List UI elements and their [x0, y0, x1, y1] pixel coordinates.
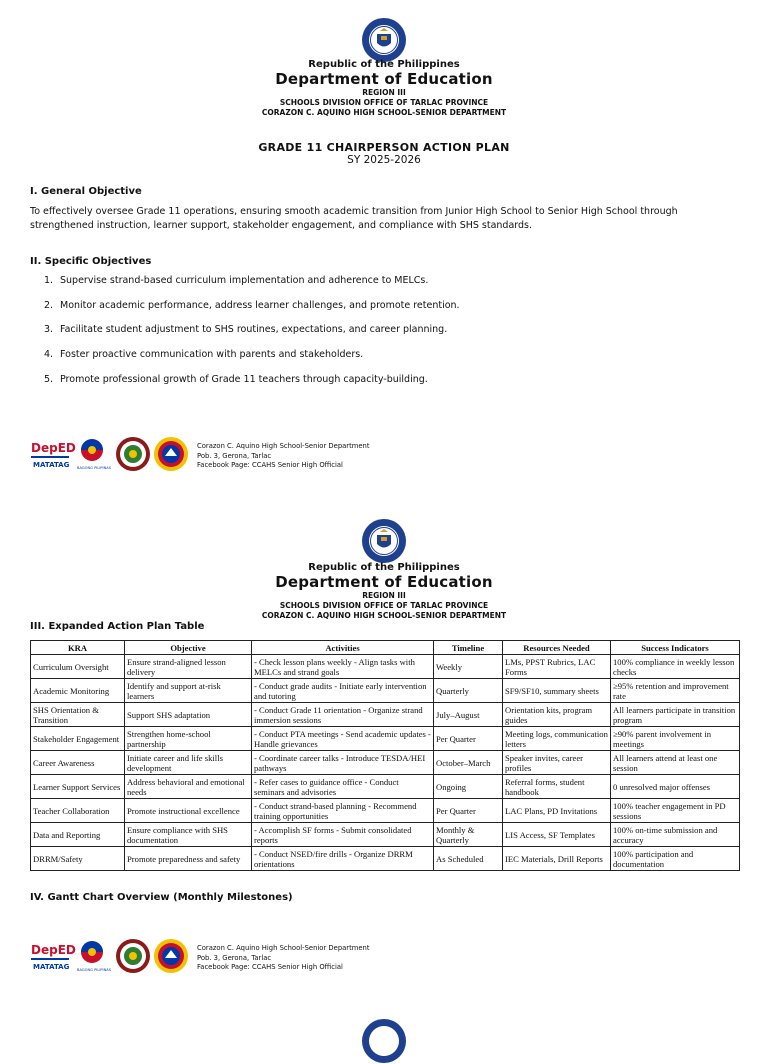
republic-text: Republic of the Philippines [308, 59, 460, 70]
indicators-cell: ≥95% retention and improvement rate [611, 679, 740, 703]
activities-cell: - Refer cases to guidance office - Conduct seminars and advisories [252, 775, 434, 799]
footer-school-name: Corazon C. Aquino High School-Senior Department [197, 442, 370, 450]
activities-cell: - Check lesson plans weekly - Align tasks with MELCs and strand goals [252, 655, 434, 679]
table-row [31, 727, 740, 751]
division-text: SCHOOLS DIVISION OFFICE OF TARLAC PROVINCE [279, 601, 489, 610]
kra-cell: Data and Reporting [31, 823, 125, 847]
table-row [31, 847, 740, 871]
activities-cell: - Conduct strand-based planning - Recommend training opportunities [252, 799, 434, 823]
header-block [0, 59, 768, 118]
timeline-cell: Quarterly [434, 679, 503, 703]
footer-location: Pob. 3, Gerona, Tarlac [197, 953, 272, 962]
svg-text:DepED: DepED [31, 943, 76, 957]
deped-seal-icon [361, 1018, 407, 1064]
resources-cell: Referral forms, student handbook [503, 775, 611, 799]
indicators-cell: All learners attend at least one session [611, 751, 740, 775]
kra-cell: Teacher Collaboration [31, 799, 125, 823]
activities-cell: - Coordinate career talks - Introduce TESDA/HEI pathways [252, 751, 434, 775]
general-objective-text: To effectively oversee Grade 11 operations, ensuring smooth academic transition from Junior High School to Senior High School through strengthened instruction, learner support, stakeholder engagement, and compliance with SHS standards. [30, 206, 678, 231]
timeline-cell: As Scheduled [434, 847, 503, 871]
objective-item: 3. Facilitate student adjustment to SHS routines, expectations, and career planning. [44, 324, 448, 335]
region-text: REGION III [362, 88, 406, 97]
indicators-cell: 100% on-time submission and accuracy [611, 823, 740, 847]
indicators-cell: ≥90% parent involvement in meetings [611, 727, 740, 751]
column-header: Timeline [434, 641, 503, 655]
kra-cell: Learner Support Services [31, 775, 125, 799]
column-header: Objective [125, 641, 252, 655]
page-footer [30, 436, 450, 480]
bagong-pilipinas-logo-icon [76, 436, 112, 472]
kra-cell: Career Awareness [31, 751, 125, 775]
objective-cell: Strengthen home-school partnership [125, 727, 252, 751]
footer-school-name: Corazon C. Aquino High School-Senior Department [197, 944, 370, 952]
svg-text:BAGONG PILIPINAS: BAGONG PILIPINAS [77, 968, 112, 972]
activities-cell: - Conduct Grade 11 orientation - Organize strand immersion sessions [252, 703, 434, 727]
svg-text:BAGONG PILIPINAS: BAGONG PILIPINAS [77, 466, 112, 470]
indicators-cell: 100% teacher engagement in PD sessions [611, 799, 740, 823]
division-seal-icon [115, 938, 151, 974]
republic-text: Republic of the Philippines [308, 562, 460, 573]
timeline-cell: Weekly [434, 655, 503, 679]
activities-cell: - Conduct grade audits - Initiate early intervention and tutoring [252, 679, 434, 703]
objective-item: 2. Monitor academic performance, address learner challenges, and promote retention. [44, 300, 460, 311]
objective-item: 4. Foster proactive communication with parents and stakeholders. [44, 349, 364, 360]
kra-cell: SHS Orientation & Transition [31, 703, 125, 727]
region-text: REGION III [362, 591, 406, 600]
indicators-cell: 100% compliance in weekly lesson checks [611, 655, 740, 679]
school-seal-icon [153, 436, 189, 472]
column-header: Success Indicators [611, 641, 740, 655]
general-objective-heading: I. General Objective [30, 186, 142, 197]
objective-cell: Identify and support at-risk learners [125, 679, 252, 703]
objective-cell: Promote preparedness and safety [125, 847, 252, 871]
resources-cell: Speaker invites, career profiles [503, 751, 611, 775]
timeline-cell: October–March [434, 751, 503, 775]
column-header: Resources Needed [503, 641, 611, 655]
activities-cell: - Conduct NSED/fire drills - Organize DRRM orientations [252, 847, 434, 871]
school-text: CORAZON C. AQUINO HIGH SCHOOL-SENIOR DEPARTMENT [261, 611, 507, 620]
school-year: SY 2025-2026 [347, 154, 421, 166]
kra-cell: Academic Monitoring [31, 679, 125, 703]
gantt-heading: IV. Gantt Chart Overview (Monthly Milestones) [30, 892, 293, 903]
page-footer [30, 938, 450, 982]
resources-cell: Meeting logs, communication letters [503, 727, 611, 751]
objective-cell: Support SHS adaptation [125, 703, 252, 727]
table-header-row [31, 641, 740, 655]
kra-cell: Stakeholder Engagement [31, 727, 125, 751]
objective-cell: Initiate career and life skills development [125, 751, 252, 775]
indicators-cell: 100% participation and documentation [611, 847, 740, 871]
timeline-cell: July–August [434, 703, 503, 727]
deped-matatag-logo-icon [30, 436, 76, 472]
activities-cell: - Accomplish SF forms - Submit consolidated reports [252, 823, 434, 847]
footer-address [197, 944, 370, 973]
resources-cell: LIS Access, SF Templates [503, 823, 611, 847]
division-seal-icon [115, 436, 151, 472]
resources-cell: IEC Materials, Drill Reports [503, 847, 611, 871]
table-row [31, 655, 740, 679]
svg-text:MATATAG: MATATAG [33, 461, 70, 469]
school-seal-icon [153, 938, 189, 974]
table-body [31, 655, 740, 871]
footer-facebook: Facebook Page: CCAHS Senior High Official [197, 963, 343, 971]
bagong-pilipinas-logo-icon [76, 938, 112, 974]
indicators-cell: All learners participate in transition program [611, 703, 740, 727]
resources-cell: SF9/SF10, summary sheets [503, 679, 611, 703]
svg-text:DepED: DepED [31, 441, 76, 455]
resources-cell: LMs, PPST Rubrics, LAC Forms [503, 655, 611, 679]
resources-cell: Orientation kits, program guides [503, 703, 611, 727]
table-row [31, 799, 740, 823]
objective-cell: Ensure strand-aligned lesson delivery [125, 655, 252, 679]
objective-item: 5. Promote professional growth of Grade 11 teachers through capacity-building. [44, 374, 428, 385]
table-row [31, 679, 740, 703]
department-title: Department of Education [275, 573, 493, 591]
header-block [0, 562, 768, 621]
timeline-cell: Per Quarter [434, 799, 503, 823]
deped-matatag-logo-icon [30, 938, 76, 974]
table-row [31, 823, 740, 847]
resources-cell: LAC Plans, PD Invitations [503, 799, 611, 823]
svg-text:MATATAG: MATATAG [33, 963, 70, 971]
specific-objectives-heading: II. Specific Objectives [30, 256, 152, 267]
table-row [31, 751, 740, 775]
objective-cell: Promote instructional excellence [125, 799, 252, 823]
footer-facebook: Facebook Page: CCAHS Senior High Official [197, 461, 343, 469]
division-text: SCHOOLS DIVISION OFFICE OF TARLAC PROVINCE [279, 98, 489, 107]
column-header: Activities [252, 641, 434, 655]
document-title: GRADE 11 CHAIRPERSON ACTION PLAN [258, 141, 510, 154]
department-title: Department of Education [275, 70, 493, 88]
footer-location: Pob. 3, Gerona, Tarlac [197, 451, 272, 460]
action-plan-table [30, 640, 740, 871]
timeline-cell: Monthly & Quarterly [434, 823, 503, 847]
deped-seal-icon [361, 17, 407, 63]
table-row [31, 703, 740, 727]
footer-address [197, 442, 370, 471]
kra-cell: DRRM/Safety [31, 847, 125, 871]
objective-cell: Ensure compliance with SHS documentation [125, 823, 252, 847]
indicators-cell: 0 unresolved major offenses [611, 775, 740, 799]
column-header: KRA [31, 641, 125, 655]
objective-cell: Address behavioral and emotional needs [125, 775, 252, 799]
objective-item: 1. Supervise strand-based curriculum implementation and adherence to MELCs. [44, 275, 429, 286]
kra-cell: Curriculum Oversight [31, 655, 125, 679]
school-text: CORAZON C. AQUINO HIGH SCHOOL-SENIOR DEPARTMENT [261, 108, 507, 117]
timeline-cell: Ongoing [434, 775, 503, 799]
activities-cell: - Conduct PTA meetings - Send academic updates - Handle grievances [252, 727, 434, 751]
action-plan-heading: III. Expanded Action Plan Table [30, 621, 205, 632]
deped-seal-icon [361, 518, 407, 564]
table-row [31, 775, 740, 799]
timeline-cell: Per Quarter [434, 727, 503, 751]
